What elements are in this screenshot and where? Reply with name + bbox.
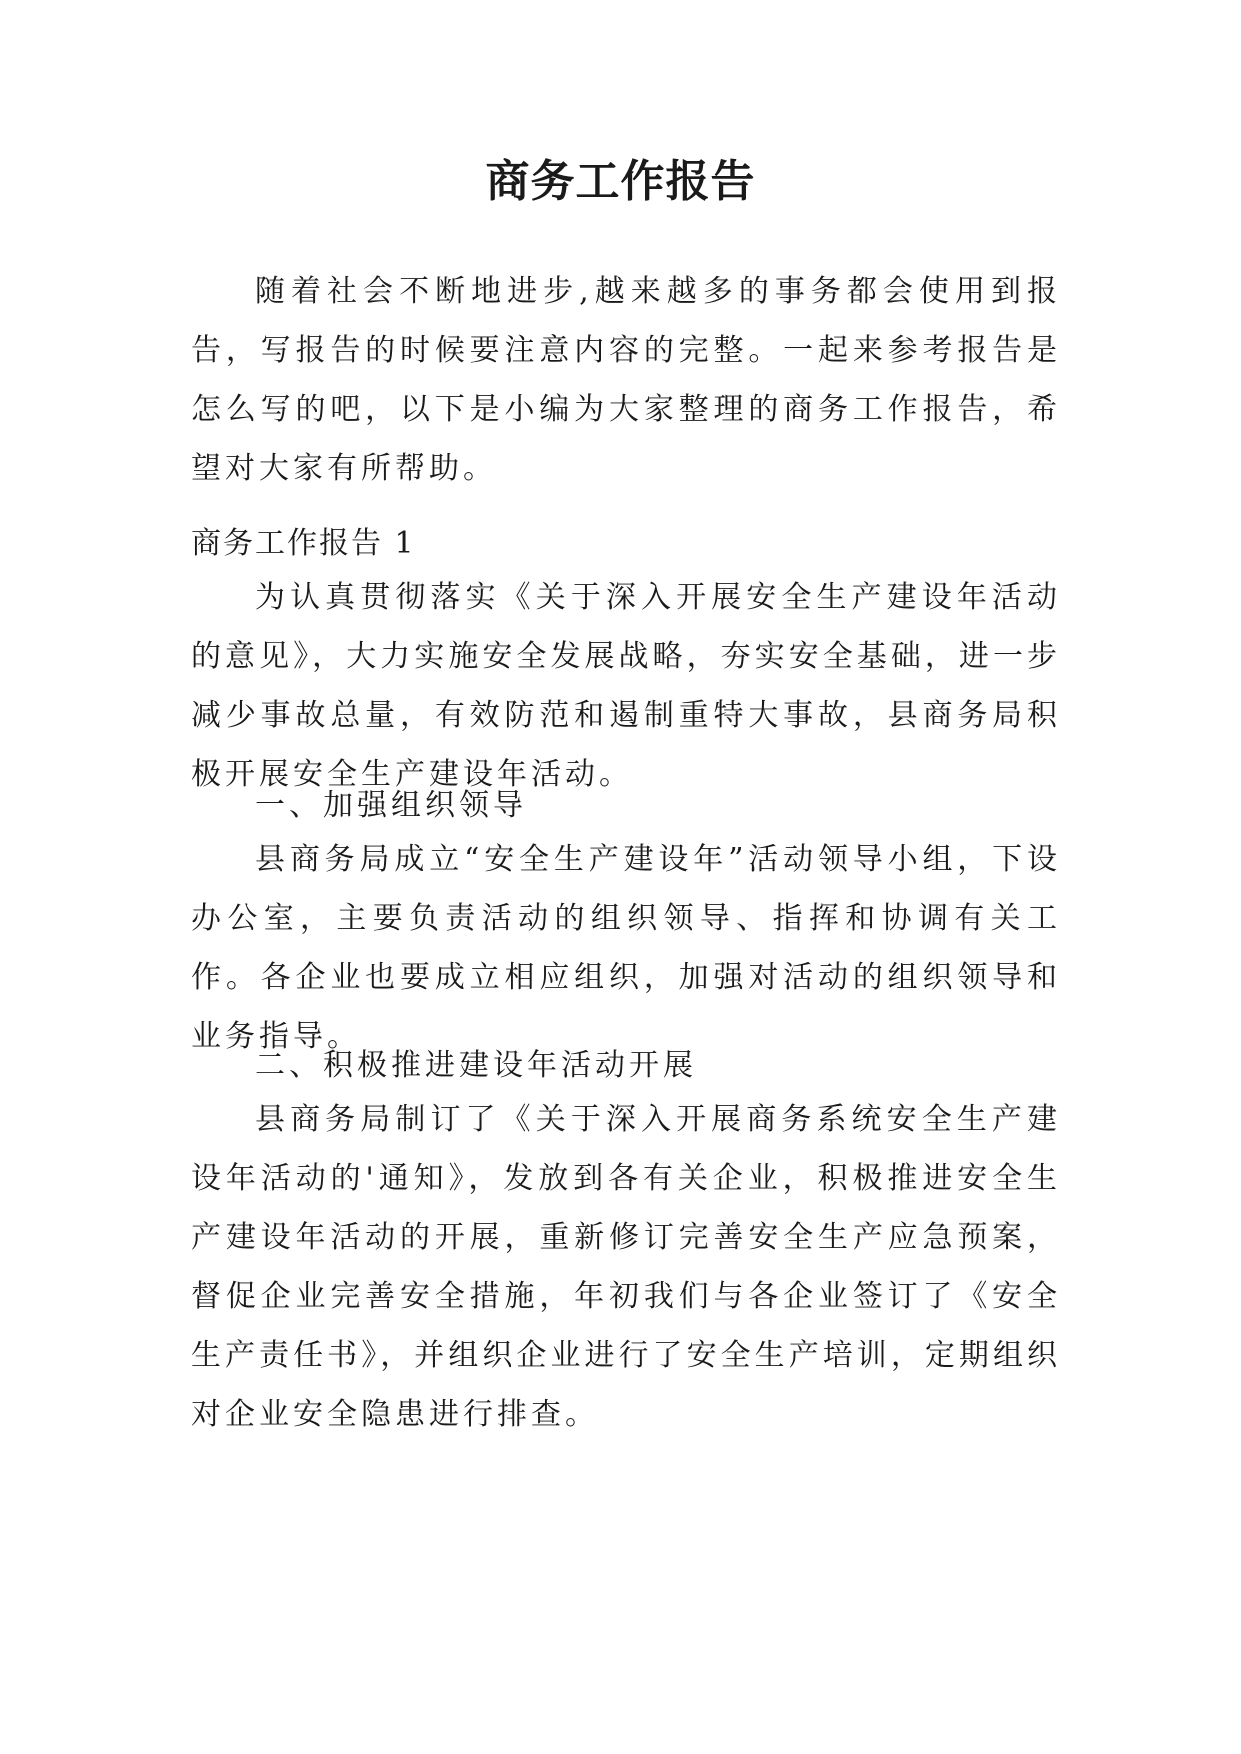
document-title: 商务工作报告 [485, 156, 756, 207]
intro-paragraph: 随着社会不断地进步,越来越多的事务都会使用到报告，写报告的时候要注意内容的完整。一起来参考报告是怎么写的吧，以下是小编为大家整理的商务工作报告，希望对大家有所帮助。 [191, 274, 1061, 486]
section-title: 商务工作报告 1 [191, 526, 416, 561]
body-paragraph-2: 县商务局成立“安全生产建设年”活动领导小组，下设办公室，主要负责活动的组织领导、指挥和协调有关工作。各企业也要成立相应组织，加强对活动的组织领导和业务指导。 [191, 842, 1061, 1054]
body-paragraph-3: 县商务局制订了《关于深入开展商务系统安全生产建设年活动的'通知》，发放到各有关企业，积极推进安全生产建设年活动的开展，重新修订完善安全生产应急预案，督促企业完善安全措施，年初我们与各企业签订了《安全生产责任书》，并组织企业进行了安全生产培训，定期组织对企业安全隐患进行排查。 [191, 1102, 1061, 1432]
body-paragraph-1: 为认真贯彻落实《关于深入开展安全生产建设年活动的意见》，大力实施安全发展战略，夯实安全基础，进一步减少事故总量，有效防范和遏制重特大事故，县商务局积极开展安全生产建设年活动。 [191, 580, 1061, 792]
heading-1: 一、加强组织领导 [255, 788, 527, 823]
heading-2: 二、积极推进建设年活动开展 [255, 1048, 697, 1083]
